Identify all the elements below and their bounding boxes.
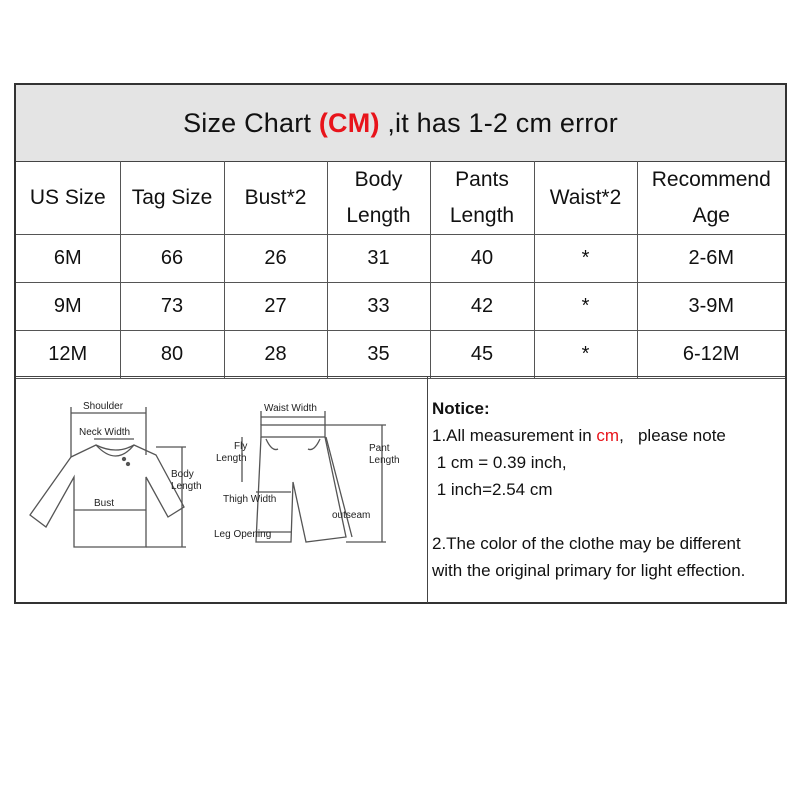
- header-text: Length: [449, 203, 515, 227]
- neck-width-label: Neck Width: [79, 427, 131, 438]
- shirt-outline: [30, 445, 184, 547]
- thigh-width-label: Thigh Width: [223, 494, 277, 505]
- table-header-row: [16, 161, 785, 235]
- header-tag-size: [120, 161, 224, 235]
- title-suffix: ,it has 1-2 cm error: [387, 107, 618, 138]
- waist-width-label: Waist Width: [264, 403, 317, 414]
- notice-line-2: 1 cm = 0.39 inch,: [432, 453, 567, 472]
- title-prefix: Size Chart: [183, 107, 312, 138]
- size-table: [16, 161, 785, 379]
- table-cell: 6-12M: [637, 331, 785, 379]
- header-pants-length: [430, 161, 534, 235]
- notice-heading: Notice:: [432, 399, 490, 418]
- notice-unit: cm: [596, 426, 620, 445]
- body-length-label-1: Body: [171, 469, 194, 480]
- table-cell: *: [534, 235, 637, 283]
- notice-line-1: [432, 422, 787, 449]
- table-cell: 66: [120, 235, 224, 283]
- header-waist: [534, 161, 637, 235]
- table-row: [16, 235, 785, 283]
- title-unit: CM: [328, 107, 371, 138]
- table-cell: 42: [430, 283, 534, 331]
- pants-outline: [256, 437, 346, 542]
- table-cell: 80: [120, 331, 224, 379]
- fly-length-label-1: Fly: [234, 441, 248, 452]
- table-cell: 26: [224, 235, 327, 283]
- title-open-paren: (: [318, 107, 329, 138]
- title-close-paren: ): [370, 107, 380, 138]
- shoulder-label: Shoulder: [83, 401, 124, 412]
- header-body-length: [327, 161, 430, 235]
- header-text: Pants: [455, 167, 509, 191]
- table-row: [16, 283, 785, 331]
- header-bust: [224, 161, 327, 235]
- size-chart: [14, 83, 787, 604]
- header-text: Age: [692, 203, 730, 227]
- pants-pocket: [308, 439, 320, 450]
- outseam-label: outseam: [332, 510, 371, 521]
- measurement-diagram: [16, 377, 428, 603]
- fly-length-label-2: Length: [216, 453, 247, 464]
- notice-line-5: with the original primary for light effection.: [432, 561, 746, 580]
- table-cell: 28: [224, 331, 327, 379]
- chart-title: [16, 85, 785, 162]
- notice-text: , please note: [619, 426, 726, 445]
- header-text: Body: [354, 167, 403, 191]
- header-text: Tag Size: [131, 185, 213, 209]
- notice-line-4: 2.The color of the clothe may be different: [432, 534, 741, 553]
- table-cell: 31: [327, 235, 430, 283]
- header-text: US Size: [29, 185, 106, 209]
- table-cell: 6M: [16, 235, 120, 283]
- pant-length-label-2: Length: [369, 455, 400, 466]
- table-cell: 33: [327, 283, 430, 331]
- table-row: [16, 331, 785, 379]
- notice-spacer: [432, 503, 787, 530]
- header-text: Length: [346, 203, 411, 227]
- button-dot: [127, 463, 130, 466]
- notice-block: [432, 395, 787, 584]
- header-recommend-age: [637, 161, 785, 235]
- table-cell: 45: [430, 331, 534, 379]
- pants-waistband: [261, 425, 325, 437]
- table-cell: 9M: [16, 283, 120, 331]
- table-cell: 35: [327, 331, 430, 379]
- table-cell: 27: [224, 283, 327, 331]
- notice-line-3: 1 inch=2.54 cm: [432, 480, 553, 499]
- header-text: Waist*2: [549, 185, 622, 209]
- measurement-illustration: [16, 377, 427, 603]
- bust-label: Bust: [94, 498, 115, 509]
- table-cell: 2-6M: [637, 235, 785, 283]
- header-text: Bust*2: [244, 185, 307, 209]
- pant-length-label-1: Pant: [369, 443, 390, 454]
- pants-pocket: [266, 439, 278, 450]
- button-dot: [123, 458, 126, 461]
- table-cell: 12M: [16, 331, 120, 379]
- table-cell: *: [534, 331, 637, 379]
- table-cell: 73: [120, 283, 224, 331]
- outseam-arrow: [326, 437, 352, 537]
- notice-text: 1.All measurement in: [432, 426, 597, 445]
- body-length-label-2: Length: [171, 481, 202, 492]
- table-cell: *: [534, 283, 637, 331]
- table-cell: 40: [430, 235, 534, 283]
- table-cell: 3-9M: [637, 283, 785, 331]
- header-text: Recommend: [651, 167, 771, 191]
- header-us-size: [16, 161, 120, 235]
- bottom-section: [16, 376, 785, 603]
- leg-opening-label: Leg Opening: [214, 529, 272, 540]
